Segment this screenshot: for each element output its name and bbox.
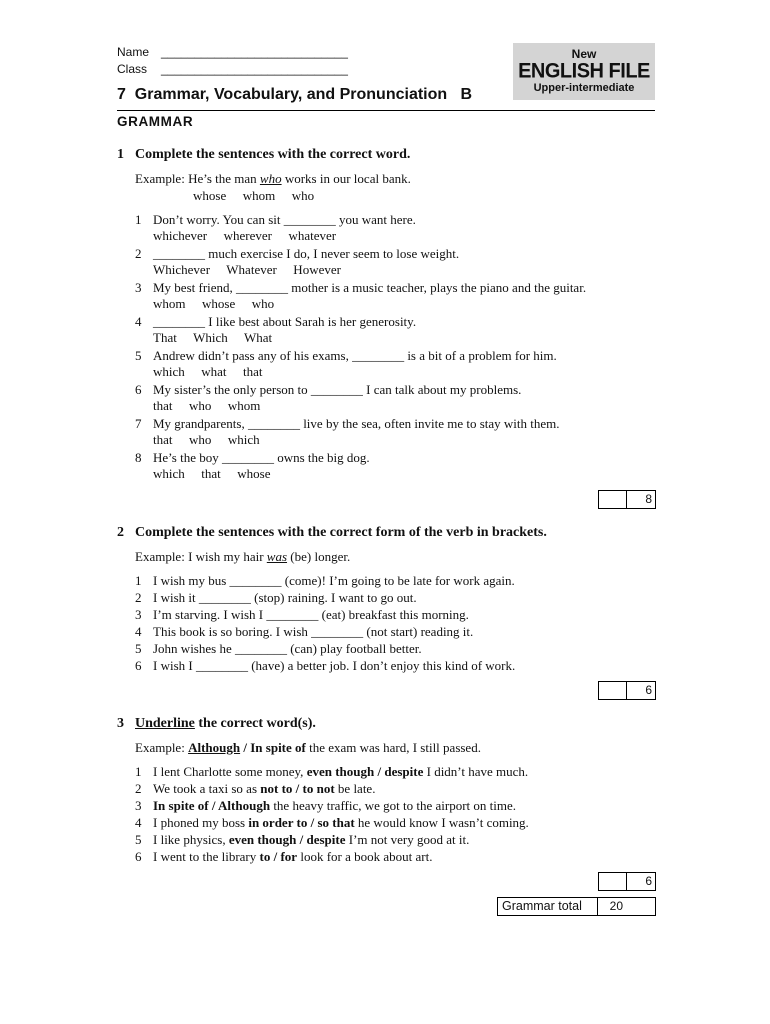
q2-item-text[interactable]: I wish I ________ (have) a better job. I don’t enjoy this kind of work. [153,658,516,673]
q3-choice-a[interactable]: to [259,849,271,864]
q3-choice-separator: / [296,832,307,847]
q1-item-text[interactable]: ________ much exercise I do, I never seem to lose weight. [153,246,460,261]
q3-choice-a[interactable]: not to [260,781,293,796]
q3-example [135,740,481,756]
q3-instruction-underline: Underline [135,716,195,731]
q1-example-options: whose whom who [193,188,315,203]
q3-choice-b[interactable]: Although [218,798,271,813]
q2-item-number: 4 [135,624,142,639]
q3-choice-separator: / [208,798,219,813]
q2-score: 6 [645,683,652,697]
q3-choice-separator: / [292,781,303,796]
q2-heading [117,525,547,541]
q1-instruction: Complete the sentences with the correct word. [135,147,411,162]
class-field[interactable]: ____________________________ [161,62,348,76]
q3-item-post: he would know I wasn’t coming. [354,815,529,830]
q1-item-number: 3 [135,280,142,295]
q1-item-number: 2 [135,246,142,261]
q3-item-post: be late. [334,781,376,796]
q3-choice-b[interactable]: to not [302,781,335,796]
q3-item-post: I didn’t have much. [423,764,529,779]
logo-english-file: ENGLISH FILE [518,59,650,83]
q1-score: 8 [645,492,652,506]
logo-new: New [571,47,597,61]
q2-item-number: 3 [135,607,142,622]
q2-instruction: Complete the sentences with the correct form of the verb in brackets. [135,525,547,540]
q3-item-number: 5 [135,832,142,847]
q1-item-number: 4 [135,314,142,329]
q3-example-label: Example: [135,740,185,755]
q1-example [135,171,411,187]
q3-item-text [153,831,469,848]
q3-number: 3 [117,716,124,731]
q1-score-blank[interactable] [599,491,627,508]
q1-example-label: Example: [135,171,185,186]
q1-item-text[interactable]: He’s the boy ________ owns the big dog. [153,450,370,465]
q1-item-options: which what that [153,364,263,379]
q1-item-number: 1 [135,212,142,227]
q3-item-pre: I lent Charlotte some money, [153,764,307,779]
q3-item-pre: I phoned my boss [153,815,249,830]
q1-item-text[interactable]: Andrew didn’t pass any of his exams, ________ is a bit of a problem for him. [153,348,557,363]
q1-number: 1 [117,147,124,162]
q3-item-text [153,780,375,797]
q1-item-text[interactable]: My best friend, ________ mother is a music teacher, plays the piano and the guitar. [153,280,587,295]
class-label: Class [117,62,148,76]
q3-item-text [153,814,529,831]
q3-item-post: I’m not very good at it. [345,832,470,847]
q1-item-options: whom whose who [153,296,275,311]
q3-choice-b[interactable]: so that [317,815,355,830]
q3-choice-separator: / [374,764,385,779]
q2-item-text[interactable]: I’m starving. I wish I ________ (eat) breakfast this morning. [153,607,469,622]
q3-choice-separator: / [270,849,281,864]
q1-example-pre: He’s the man [184,171,260,186]
q3-item-number: 6 [135,849,142,864]
title-divider [117,110,655,111]
q3-item-number: 4 [135,815,142,830]
section-heading: GRAMMAR [117,114,194,129]
q3-item-post: the heavy traffic, we got to the airport on time. [270,798,517,813]
q1-item-text[interactable]: Don’t worry. You can sit ________ you want here. [153,212,416,227]
q2-example-post: (be) longer. [287,549,351,564]
q1-item-number: 8 [135,450,142,465]
name-field[interactable]: ____________________________ [161,45,348,59]
grammar-total-label: Grammar total [498,898,598,915]
q3-item-text [153,848,432,865]
q3-item-text [153,763,528,780]
q1-example-post: works in our local bank. [281,171,411,186]
q3-item-number: 2 [135,781,142,796]
q1-item-options: whichever wherever whatever [153,228,337,243]
q3-choice-a[interactable]: in order to [248,815,308,830]
q1-item-number: 5 [135,348,142,363]
q2-score-box [598,681,656,700]
q3-choice-b[interactable]: despite [306,832,346,847]
q2-item-number: 1 [135,573,142,588]
q2-item-number: 6 [135,658,142,673]
q3-example-b: In spite of [250,740,306,755]
q2-example [135,549,350,565]
q3-choice-b[interactable]: for [280,849,298,864]
q1-item-options: that who whom [153,398,261,413]
q3-choice-b[interactable]: despite [384,764,424,779]
q1-heading [117,147,410,163]
q3-item-pre: I went to the library [153,849,260,864]
q3-choice-a[interactable]: even though [306,764,375,779]
q1-item-options: which that whose [153,466,271,481]
q1-item-number: 7 [135,416,142,431]
q3-choice-a[interactable]: even though [228,832,297,847]
q1-score-box [598,490,656,509]
grammar-total-value: 20 [609,899,623,913]
q2-example-label: Example: [135,549,185,564]
q3-score-blank[interactable] [599,873,627,890]
q3-example-a: Although [188,740,241,755]
q3-item-text [153,797,516,814]
english-file-logo [513,43,655,100]
logo-level: Upper-intermediate [533,82,635,94]
q3-score-box [598,872,656,891]
q3-choice-separator: / [307,815,318,830]
q2-item-text[interactable]: This book is so boring. I wish ________ (not start) reading it. [153,624,474,639]
q3-example-sep: / [240,740,251,755]
q3-score: 6 [645,874,652,888]
q3-heading [117,716,316,732]
q1-item-options: Whichever Whatever However [153,262,341,277]
q2-example-answer: was [266,549,288,564]
q1-item-options: That Which What [153,330,273,345]
q1-item-text[interactable]: My grandparents, ________ live by the sea, often invite me to stay with them. [153,416,560,431]
q3-item-pre: I like physics, [153,832,229,847]
q3-item-pre: We took a taxi so as [153,781,261,796]
q3-choice-a[interactable]: In spite of [153,798,209,813]
q1-item-number: 6 [135,382,142,397]
q3-item-post: look for a book about art. [297,849,433,864]
q1-item-options: that who which [153,432,260,447]
q1-item-text[interactable]: My sister’s the only person to ________ I can talk about my problems. [153,382,522,397]
q3-example-post: the exam was hard, I still passed. [305,740,481,755]
q3-item-number: 3 [135,798,142,813]
q3-instruction-rest: the correct word(s). [194,716,316,731]
q2-number: 2 [117,525,124,540]
q2-item-text[interactable]: I wish it ________ (stop) raining. I want to go out. [153,590,417,605]
q2-item-number: 5 [135,641,142,656]
q2-score-blank[interactable] [599,682,627,699]
q1-item-text[interactable]: ________ I like best about Sarah is her generosity. [153,314,417,329]
q2-item-text[interactable]: I wish my bus ________ (come)! I’m going to be late for work again. [153,573,515,588]
q3-item-number: 1 [135,764,142,779]
q1-example-answer: who [259,171,282,186]
q2-example-pre: I wish my hair [184,549,267,564]
q2-item-text[interactable]: John wishes he ________ (can) play football better. [153,641,422,656]
grammar-total-box [497,897,656,916]
q2-item-number: 2 [135,590,142,605]
page-title: 7 Grammar, Vocabulary, and Pronunciation B [117,86,473,103]
name-label: Name [117,45,150,59]
